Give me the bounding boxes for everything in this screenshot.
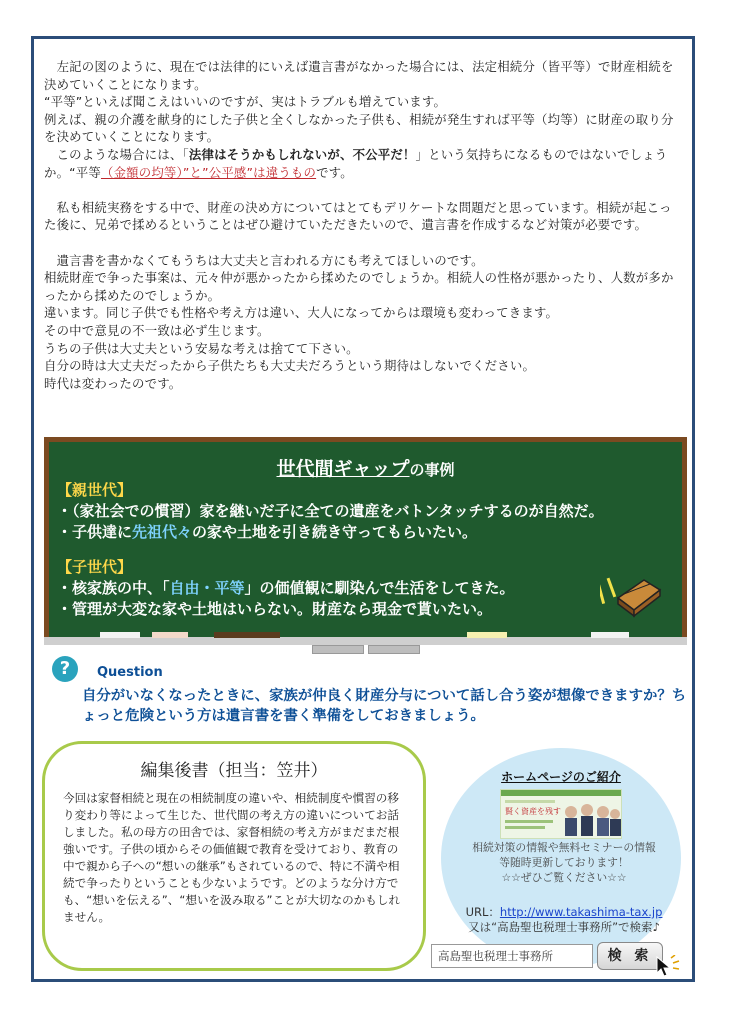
board-content (57, 480, 604, 620)
bold-phrase: 法律はそうかもしれないが、不公平だ！ (188, 146, 416, 162)
paragraph: 遺言書を書かなくてもうちは大丈夫と言われる方にも考えてほしいのです。 (44, 252, 484, 268)
board-line: ・子供達に先祖代々の家や土地を引き続き守ってもらいたい。 (57, 523, 478, 541)
homepage-url-block (444, 905, 684, 935)
chalk-piece (214, 632, 280, 638)
paragraph: “平等”といえば聞こえはいいのですが、実はトラブルも増えています。 (44, 94, 447, 110)
homepage-title: ホームページのご紹介 (501, 770, 621, 784)
chalk-piece (467, 632, 507, 638)
editor-note (42, 741, 426, 971)
article-body (44, 58, 684, 392)
homepage-desc-line: 等随時更新しております！ (499, 856, 629, 869)
paragraph (44, 146, 684, 181)
highlight-text: 先祖代々 (132, 523, 193, 541)
board-title-suffix: の事例 (409, 461, 455, 479)
paragraph: 自分の時は大丈夫だったから子供たちも大丈夫だろうという期待はしないでください。 (44, 358, 536, 374)
paragraph: 時代は変わったのです。 (44, 375, 182, 391)
board-line: ・（家社会での慣習）家を継いだ子に全ての遺産をバトンタッチするのが自然だ。 (57, 502, 604, 520)
paragraph: 違います。同じ子供でも性格や考え方は違い、大人になってからは環境も変わってきます。 (44, 305, 559, 321)
board-title-main: 世代間ギャップ (276, 458, 410, 480)
thumbnail-heading: 賢く資産を残す (505, 807, 561, 816)
homepage-desc-line: 相続対策の情報や無料セミナーの情報 (472, 841, 656, 854)
editor-note-body: 今回は家督相続と現在の相続制度の違いや、相続制度や慣習の移り変わり等によって生じた、世代間の考え方の違いについてお話しました。私の母方の田舎では、家督相続の考え方がまだまだ根強いです。子供の頃からその価値観で教育を受けており、教育の中で親から子への“想いの継承”もされているので、特に不満や相続で争ったりということも少ないようです。どのような分け方でも、“想いを伝える”、“想いを汲み取る”ことが大切なのかもしれません。 (63, 791, 401, 924)
chalk-eraser-icon (600, 568, 664, 618)
child-generation-label: 子世代 (72, 558, 118, 576)
homepage-link[interactable]: http://www.takashima-tax.jp (499, 905, 663, 919)
homepage-screenshot-thumbnail[interactable] (500, 789, 622, 839)
child-label-line: 【子世代】 (57, 558, 133, 576)
chalkboard-surface (49, 442, 682, 639)
paragraph: その中で意見の不一致は必ず生じます。 (44, 322, 270, 338)
chalk-piece (152, 632, 188, 638)
homepage-desc-line: ☆☆ぜひご覧ください☆☆ (501, 871, 627, 884)
paragraph: 私も相続実務をする中で、財産の決め方についてはとてもデリケートな問題だと思っています。相続が起こった後に、兄弟で揉めるということはぜひ避けていただきたいので、遺言書を作成するなど対策が必要です。 (44, 199, 672, 233)
parent-label-line: 【親世代】 (57, 481, 133, 499)
search-hint: 又は“高島聖也税理士事務所”で検索♪ (468, 920, 660, 934)
board-line: ・管理が大変な家や土地はいらない。財産なら現金で貰いたい。 (57, 600, 493, 618)
parent-generation-label: 親世代 (72, 481, 118, 499)
chalk-piece (100, 632, 140, 638)
pointer-cursor-icon (655, 955, 681, 979)
chalk-piece (591, 632, 629, 638)
website-preview-icon (501, 790, 621, 838)
tray-support (312, 645, 364, 654)
chalk-tray (44, 637, 687, 645)
board-line: ・核家族の中、「自由・平等」の価値観に馴染んで生活をしてきた。 (57, 579, 515, 597)
url-label: URL： (465, 905, 500, 919)
question-label: Question (97, 665, 163, 680)
paragraph: 例えば、親の介護を献身的にした子供と全くしなかった子供も、相続が発生すれば平等（均等）に財産の取り分を決めていくことになります。 (44, 111, 674, 145)
homepage-description (444, 840, 684, 885)
emphasis-phrase: （金額の均等）”と”公平感”は違うもの (100, 164, 317, 180)
board-title (49, 454, 682, 481)
chalkboard (44, 437, 687, 639)
tray-support (368, 645, 420, 654)
question-icon: ? (52, 656, 78, 682)
highlight-text: 自由・平等 (169, 579, 245, 597)
paragraph: 左記の図のように、現在では法律的にいえば遺言書がなかった場合には、法定相続分（皆平等）で財産相続を決めていくことになります。 (44, 59, 674, 92)
search-button[interactable]: 検 索 (597, 942, 663, 970)
question-text: 自分がいなくなったときに、家族が仲良く財産分与について話し合う姿が想像できますか？ちょっと危険という方は遺言書を書く準備をしておきましょう。 (82, 688, 687, 724)
editor-note-title: 編集後書（担当：笠井） (140, 761, 328, 781)
paragraph: 相続財産で争った事案は、元々仲が悪かったから揉めたのでしょうか。相続人の性格が悪かったり、人数が多かったから揉めたのでしょうか。 (44, 270, 674, 303)
text-span: 」という気持ちになるものではないでしょうか。“平等 (44, 146, 668, 180)
text-span: です。 (316, 164, 353, 180)
search-input[interactable]: 高島聖也税理士事務所 (431, 944, 593, 968)
text-span: このような場合には、「 (44, 146, 189, 162)
paragraph: うちの子供は大丈夫という安易な考えは捨てて下さい。 (44, 340, 359, 356)
